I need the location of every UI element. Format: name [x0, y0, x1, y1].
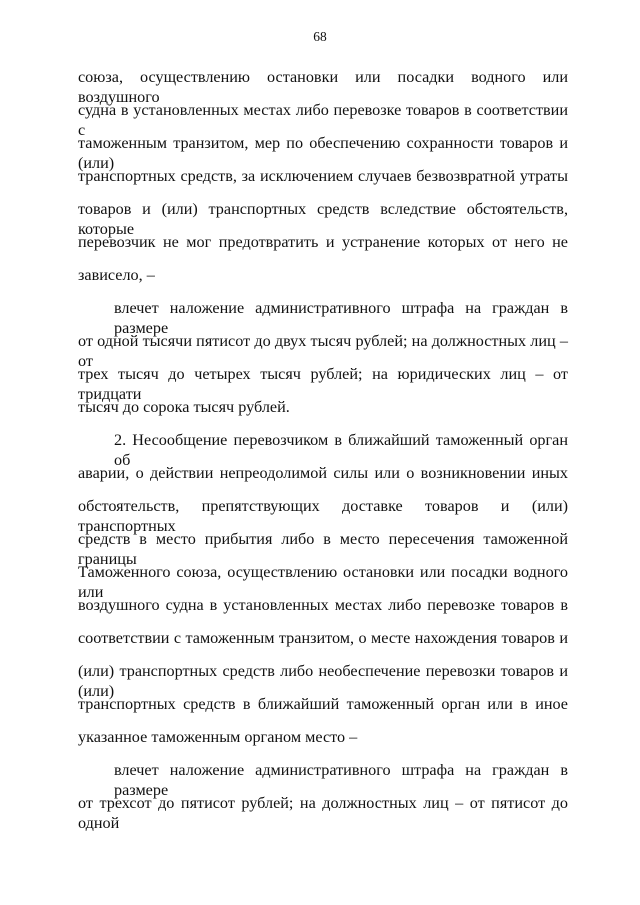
text-line: средств в место прибытия либо в место пересечения таможенной границы: [78, 530, 568, 568]
text-line: транспортных средств в ближайший таможенный орган или в иное: [78, 695, 568, 713]
text-line: зависело, –: [78, 266, 155, 284]
text-line: союза, осуществлению остановки или посадки водного или воздушного: [78, 68, 568, 106]
page-number: 68: [313, 29, 327, 44]
text-line: судна в установленных местах либо перевозке товаров в соответствии с: [78, 101, 568, 139]
text-line: указанное таможенным органом место –: [78, 728, 358, 746]
text-line: соответствии с таможенным транзитом, о месте нахождения товаров и: [78, 629, 568, 647]
text-line: таможенным транзитом, мер по обеспечению сохранности товаров и (или): [78, 134, 568, 172]
text-line: трех тысяч до четырех тысяч рублей; на юридических лиц – от тридцати: [78, 365, 568, 403]
text-line: тысяч до сорока тысяч рублей.: [78, 398, 290, 416]
text-line: обстоятельств, препятствующих доставке товаров и (или) транспортных: [78, 497, 568, 535]
text-line: Таможенного союза, осуществлению остановки или посадки водного или: [78, 563, 568, 601]
text-line: товаров и (или) транспортных средств вследствие обстоятельств, которые: [78, 200, 568, 238]
text-line: влечет наложение административного штрафа на граждан в размере: [114, 299, 568, 337]
text-line: от одной тысячи пятисот до двух тысяч рублей; на должностных лиц – от: [78, 332, 568, 370]
text-line: перевозчик не мог предотвратить и устранение которых от него не: [78, 233, 568, 251]
text-line: аварии, о действии непреодолимой силы или о возникновении иных: [78, 464, 568, 482]
text-line: воздушного судна в установленных местах либо перевозке товаров в: [78, 596, 568, 614]
text-line: транспортных средств, за исключением случаев безвозвратной утраты: [78, 167, 568, 185]
text-line: от трехсот до пятисот рублей; на должностных лиц – от пятисот до одной: [78, 794, 568, 832]
text-line: 2. Несообщение перевозчиком в ближайший таможенный орган об: [114, 431, 568, 469]
text-line: (или) транспортных средств либо необеспечение перевозки товаров и (или): [78, 662, 568, 700]
text-line: влечет наложение административного штрафа на граждан в размере: [114, 761, 568, 799]
